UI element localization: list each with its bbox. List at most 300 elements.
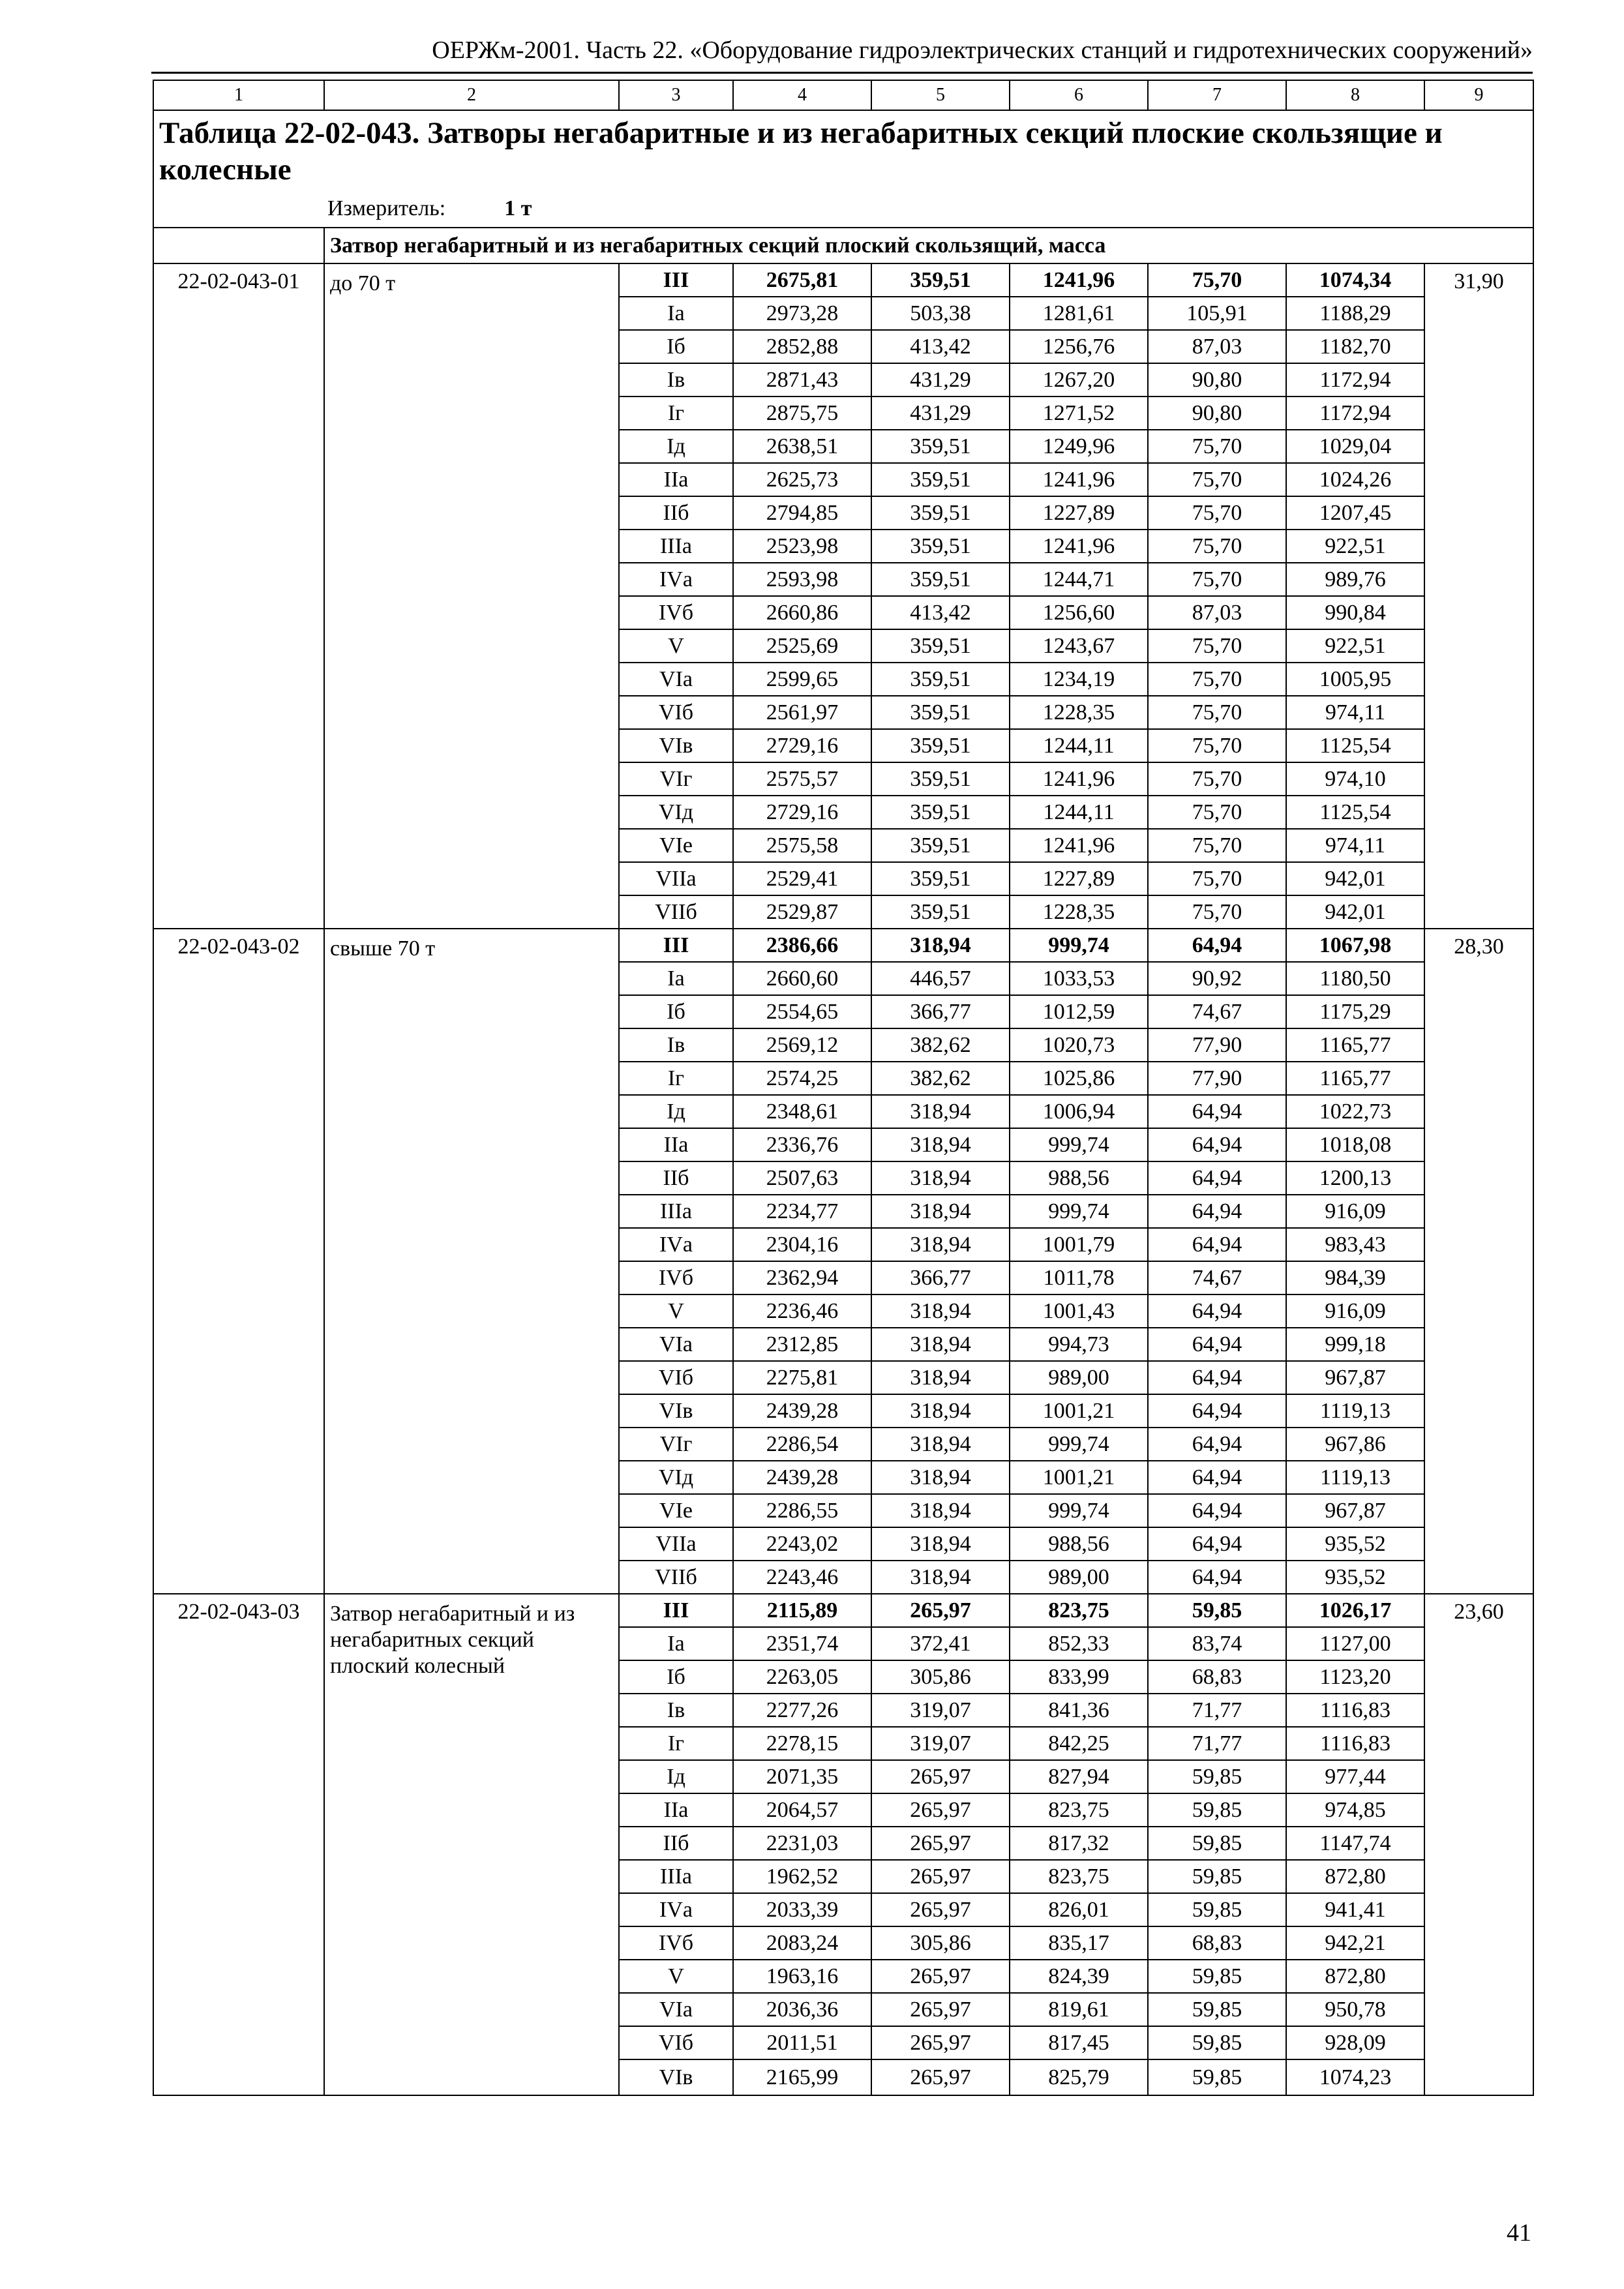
price-zone: IIIа [619,1195,733,1228]
value-col4: 2554,65 [733,995,871,1028]
measure-line [159,198,1527,220]
value-col8: 1125,54 [1286,729,1424,762]
value-col7: 71,77 [1148,1727,1286,1760]
value-col8: 935,52 [1286,1527,1424,1561]
value-col8: 1116,83 [1286,1727,1424,1760]
value-col6: 1241,96 [1010,829,1148,862]
value-col6: 999,74 [1010,1128,1148,1161]
value-col6: 1244,11 [1010,729,1148,762]
value-col5: 359,51 [871,829,1010,862]
price-zone: Iг [619,1062,733,1095]
value-col5: 265,97 [871,1827,1010,1860]
value-col6: 1001,21 [1010,1394,1148,1428]
value-col6: 1001,43 [1010,1294,1148,1328]
value-col7: 64,94 [1148,1428,1286,1461]
value-col7: 105,91 [1148,297,1286,330]
value-col7: 64,94 [1148,1394,1286,1428]
value-col4: 2312,85 [733,1328,871,1361]
value-col4: 2071,35 [733,1760,871,1793]
value-col5: 359,51 [871,463,1010,496]
value-col4: 2304,16 [733,1228,871,1261]
value-col8: 967,87 [1286,1494,1424,1527]
value-col8: 1022,73 [1286,1095,1424,1128]
value-col4: 2852,88 [733,330,871,363]
value-col7: 75,70 [1148,729,1286,762]
value-col8: 1207,45 [1286,496,1424,530]
value-col4: 2243,02 [733,1527,871,1561]
rate-code: 22-02-043-02 [153,929,324,1594]
value-col4: 2529,41 [733,862,871,895]
value-col8: 1125,54 [1286,796,1424,829]
value-col5: 318,94 [871,929,1010,962]
value-col8: 1172,94 [1286,396,1424,430]
value-col6: 1271,52 [1010,396,1148,430]
value-col5: 318,94 [871,1161,1010,1195]
column-number-7: 7 [1148,80,1286,110]
value-col8: 942,01 [1286,862,1424,895]
value-col6: 989,00 [1010,1361,1148,1394]
price-zone: IIб [619,496,733,530]
value-col6: 999,74 [1010,1195,1148,1228]
value-col5: 318,94 [871,1561,1010,1594]
value-col4: 2569,12 [733,1028,871,1062]
price-zone: Iг [619,1727,733,1760]
value-col7: 71,77 [1148,1694,1286,1727]
value-col8: 1029,04 [1286,430,1424,463]
price-zone: VIв [619,2059,733,2095]
value-col4: 1962,52 [733,1860,871,1893]
value-col8: 1074,34 [1286,263,1424,297]
value-col5: 318,94 [871,1461,1010,1494]
value-col4: 2336,76 [733,1128,871,1161]
price-zone: IIа [619,1128,733,1161]
price-zone: Iб [619,995,733,1028]
value-col8: 935,52 [1286,1561,1424,1594]
value-col8: 950,78 [1286,1993,1424,2026]
page-header: ОЕРЖм-2001. Часть 22. «Оборудование гидроэлектрических станций и гидротехнических сооружений» [432,37,1533,64]
value-col6: 852,33 [1010,1627,1148,1660]
value-col7: 74,67 [1148,1261,1286,1294]
value-col4: 2638,51 [733,430,871,463]
value-col6: 1012,59 [1010,995,1148,1028]
value-col7: 59,85 [1148,1993,1286,2026]
value-col4: 2036,36 [733,1993,871,2026]
price-zone: IVб [619,1261,733,1294]
value-col8: 1172,94 [1286,363,1424,396]
value-col5: 446,57 [871,962,1010,995]
price-zone: Iд [619,1095,733,1128]
value-col8: 999,18 [1286,1328,1424,1361]
value-col4: 2286,55 [733,1494,871,1527]
value-col8: 1074,23 [1286,2059,1424,2095]
value-col6: 989,00 [1010,1561,1148,1594]
value-col6: 1244,71 [1010,563,1148,596]
price-zone: Iа [619,297,733,330]
table-row [153,929,1533,962]
price-zone: Iб [619,1660,733,1694]
value-col7: 64,94 [1148,1328,1286,1361]
value-col8: 916,09 [1286,1195,1424,1228]
value-col5: 318,94 [871,1527,1010,1561]
value-col8: 1188,29 [1286,297,1424,330]
price-zone: IIб [619,1827,733,1860]
value-col4: 2386,66 [733,929,871,962]
value-col4: 2351,74 [733,1627,871,1660]
price-zone: VIIб [619,1561,733,1594]
value-col7: 64,94 [1148,929,1286,962]
value-col4: 2231,03 [733,1827,871,1860]
value-col5: 318,94 [871,1394,1010,1428]
value-col5: 359,51 [871,629,1010,663]
price-zone: IIа [619,463,733,496]
value-col6: 817,45 [1010,2026,1148,2059]
value-col6: 988,56 [1010,1527,1148,1561]
rate-code: 22-02-043-01 [153,263,324,929]
value-col7: 77,90 [1148,1062,1286,1095]
value-col7: 77,90 [1148,1028,1286,1062]
value-col6: 842,25 [1010,1727,1148,1760]
value-col4: 2277,26 [733,1694,871,1727]
value-col5: 265,97 [871,1893,1010,1926]
value-col4: 2263,05 [733,1660,871,1694]
value-col6: 1256,60 [1010,596,1148,629]
value-col6: 1234,19 [1010,663,1148,696]
value-col8: 941,41 [1286,1893,1424,1926]
page-number: 41 [1507,2219,1531,2247]
value-col6: 824,39 [1010,1960,1148,1993]
value-col7: 75,70 [1148,829,1286,862]
value-col4: 2115,89 [733,1594,871,1627]
value-col7: 59,85 [1148,1594,1286,1627]
value-col4: 2083,24 [733,1926,871,1960]
column-number-9: 9 [1424,80,1533,110]
value-col4: 2875,75 [733,396,871,430]
value-col5: 265,97 [871,1993,1010,2026]
value-col7: 75,70 [1148,762,1286,796]
section-empty-cell [153,228,324,263]
price-zone: Iг [619,396,733,430]
price-zone: VIIа [619,1527,733,1561]
value-col7: 64,94 [1148,1195,1286,1228]
value-col7: 75,70 [1148,563,1286,596]
value-col6: 826,01 [1010,1893,1148,1926]
value-col8: 872,80 [1286,1960,1424,1993]
value-col7: 59,85 [1148,1760,1286,1793]
value-col4: 2660,86 [733,596,871,629]
value-col7: 64,94 [1148,1228,1286,1261]
price-zone: Iд [619,430,733,463]
value-col4: 2507,63 [733,1161,871,1195]
column-number-5: 5 [871,80,1010,110]
price-zone: VIг [619,1428,733,1461]
value-col6: 1267,20 [1010,363,1148,396]
value-col8: 990,84 [1286,596,1424,629]
price-zone: III [619,1594,733,1627]
value-col6: 1227,89 [1010,862,1148,895]
column-number-1: 1 [153,80,324,110]
price-zone: Iв [619,363,733,396]
value-col6: 1241,96 [1010,762,1148,796]
value-col6: 1241,96 [1010,530,1148,563]
price-zone: VIб [619,1361,733,1394]
price-zone: IIа [619,1793,733,1827]
value-col4: 2575,58 [733,829,871,862]
table-row [153,263,1533,297]
value-col8: 983,43 [1286,1228,1424,1261]
value-col6: 1281,61 [1010,297,1148,330]
value-col7: 68,83 [1148,1926,1286,1960]
value-col6: 999,74 [1010,1494,1148,1527]
price-zone: IVб [619,596,733,629]
value-col4: 2439,28 [733,1394,871,1428]
value-col6: 1033,53 [1010,962,1148,995]
value-col8: 989,76 [1286,563,1424,596]
value-col7: 74,67 [1148,995,1286,1028]
value-col7: 59,85 [1148,1960,1286,1993]
value-col8: 1119,13 [1286,1461,1424,1494]
value-col5: 265,97 [871,1793,1010,1827]
value-col5: 265,97 [871,1860,1010,1893]
value-col5: 359,51 [871,696,1010,729]
price-zone: IIб [619,1161,733,1195]
measure-label: Измеритель: [327,196,446,220]
value-col4: 2660,60 [733,962,871,995]
value-col5: 359,51 [871,563,1010,596]
value-col5: 359,51 [871,862,1010,895]
price-zone: VIд [619,1461,733,1494]
value-col4: 2362,94 [733,1261,871,1294]
value-col8: 872,80 [1286,1860,1424,1893]
value-col7: 83,74 [1148,1627,1286,1660]
value-col9: 31,90 [1424,263,1533,929]
value-col6: 823,75 [1010,1594,1148,1627]
value-col4: 2525,69 [733,629,871,663]
value-col5: 382,62 [871,1028,1010,1062]
price-zone: V [619,1294,733,1328]
value-col6: 1227,89 [1010,496,1148,530]
value-col8: 1200,13 [1286,1161,1424,1195]
value-col6: 1001,21 [1010,1461,1148,1494]
value-col8: 1067,98 [1286,929,1424,962]
value-col6: 827,94 [1010,1760,1148,1793]
value-col8: 1182,70 [1286,330,1424,363]
value-col7: 59,85 [1148,1793,1286,1827]
value-col4: 2286,54 [733,1428,871,1461]
value-col4: 2165,99 [733,2059,871,2095]
value-col5: 366,77 [871,995,1010,1028]
value-col4: 2243,46 [733,1561,871,1594]
value-col5: 318,94 [871,1361,1010,1394]
value-col5: 359,51 [871,895,1010,929]
value-col4: 2574,25 [733,1062,871,1095]
value-col5: 413,42 [871,596,1010,629]
price-zone: Iв [619,1028,733,1062]
price-zone: IVа [619,1228,733,1261]
value-col5: 318,94 [871,1294,1010,1328]
value-col8: 1165,77 [1286,1062,1424,1095]
value-col6: 1011,78 [1010,1261,1148,1294]
value-col5: 265,97 [871,1594,1010,1627]
value-col6: 825,79 [1010,2059,1148,2095]
column-numbers-row [153,80,1533,110]
value-col6: 1001,79 [1010,1228,1148,1261]
price-zone: IVа [619,563,733,596]
value-col7: 64,94 [1148,1494,1286,1527]
value-col5: 359,51 [871,663,1010,696]
value-col7: 75,70 [1148,796,1286,829]
price-zone: VIв [619,1394,733,1428]
value-col8: 1116,83 [1286,1694,1424,1727]
value-col5: 318,94 [871,1128,1010,1161]
value-col8: 942,21 [1286,1926,1424,1960]
value-col7: 64,94 [1148,1095,1286,1128]
value-col7: 75,70 [1148,263,1286,297]
value-col7: 90,80 [1148,363,1286,396]
value-col6: 1241,96 [1010,263,1148,297]
value-col5: 431,29 [871,396,1010,430]
table-title: Таблица 22-02-043. Затворы негабаритные и из негабаритных секций плоские скользящие и колесные [159,116,1443,187]
value-col5: 319,07 [871,1694,1010,1727]
value-col7: 75,70 [1148,530,1286,563]
value-col6: 1249,96 [1010,430,1148,463]
value-col7: 59,85 [1148,1860,1286,1893]
value-col4: 2348,61 [733,1095,871,1128]
value-col8: 984,39 [1286,1261,1424,1294]
price-zone: IIIа [619,1860,733,1893]
value-col7: 75,70 [1148,663,1286,696]
value-col8: 977,44 [1286,1760,1424,1793]
value-col6: 999,74 [1010,1428,1148,1461]
value-col5: 431,29 [871,363,1010,396]
value-col7: 75,70 [1148,696,1286,729]
price-zone: VIIб [619,895,733,929]
value-col4: 2561,97 [733,696,871,729]
value-col6: 994,73 [1010,1328,1148,1361]
value-col8: 974,11 [1286,696,1424,729]
column-number-6: 6 [1010,80,1148,110]
price-zone: VIIа [619,862,733,895]
price-zone: IVа [619,1893,733,1926]
value-col8: 922,51 [1286,530,1424,563]
price-zone: VIа [619,1993,733,2026]
value-col7: 87,03 [1148,330,1286,363]
value-col6: 817,32 [1010,1827,1148,1860]
value-col8: 967,86 [1286,1428,1424,1461]
value-col7: 68,83 [1148,1660,1286,1694]
value-col8: 942,01 [1286,895,1424,929]
value-col5: 359,51 [871,729,1010,762]
value-col5: 265,97 [871,1760,1010,1793]
value-col6: 1228,35 [1010,895,1148,929]
value-col5: 305,86 [871,1660,1010,1694]
value-col7: 75,70 [1148,496,1286,530]
value-col4: 2729,16 [733,729,871,762]
value-col4: 2729,16 [733,796,871,829]
value-col5: 413,42 [871,330,1010,363]
value-col8: 928,09 [1286,2026,1424,2059]
price-zone: VIб [619,2026,733,2059]
rates-table [153,80,1534,2096]
value-col4: 2278,15 [733,1727,871,1760]
value-col5: 265,97 [871,1960,1010,1993]
value-col8: 1180,50 [1286,962,1424,995]
value-col6: 1256,76 [1010,330,1148,363]
section-title: Затвор негабаритный и из негабаритных секций плоский скользящий, масса [324,228,1533,263]
rate-name: свыше 70 т [324,929,619,1594]
price-zone: VIб [619,696,733,729]
value-col7: 59,85 [1148,2059,1286,2095]
price-zone: VIе [619,829,733,862]
value-col5: 319,07 [871,1727,1010,1760]
value-col5: 318,94 [871,1228,1010,1261]
value-col8: 974,11 [1286,829,1424,862]
table-title-row [153,110,1533,228]
column-number-2: 2 [324,80,619,110]
value-col6: 1244,11 [1010,796,1148,829]
value-col4: 2529,87 [733,895,871,929]
value-col8: 974,10 [1286,762,1424,796]
price-zone: VIв [619,729,733,762]
value-col5: 318,94 [871,1494,1010,1527]
value-col7: 75,70 [1148,895,1286,929]
value-col6: 1241,96 [1010,463,1148,496]
value-col8: 1123,20 [1286,1660,1424,1694]
value-col5: 372,41 [871,1627,1010,1660]
price-zone: VIа [619,1328,733,1361]
value-col8: 1147,74 [1286,1827,1424,1860]
value-col5: 359,51 [871,762,1010,796]
value-col6: 999,74 [1010,929,1148,962]
value-col6: 1025,86 [1010,1062,1148,1095]
value-col7: 75,70 [1148,430,1286,463]
value-col4: 2033,39 [733,1893,871,1926]
price-zone: Iа [619,1627,733,1660]
value-col7: 64,94 [1148,1128,1286,1161]
value-col5: 318,94 [871,1095,1010,1128]
column-number-3: 3 [619,80,733,110]
price-zone: VIд [619,796,733,829]
value-col7: 75,70 [1148,862,1286,895]
value-col4: 1963,16 [733,1960,871,1993]
value-col4: 2523,98 [733,530,871,563]
value-col6: 819,61 [1010,1993,1148,2026]
price-zone: Iд [619,1760,733,1793]
table-row [153,1594,1533,1627]
table-body [153,80,1533,2095]
value-col5: 382,62 [871,1062,1010,1095]
value-col8: 922,51 [1286,629,1424,663]
value-col8: 1175,29 [1286,995,1424,1028]
value-col5: 265,97 [871,2059,1010,2095]
value-col7: 59,85 [1148,2026,1286,2059]
value-col4: 2011,51 [733,2026,871,2059]
price-zone: Iв [619,1694,733,1727]
value-col8: 1026,17 [1286,1594,1424,1627]
value-col9: 28,30 [1424,929,1533,1594]
value-col7: 64,94 [1148,1294,1286,1328]
value-col8: 967,87 [1286,1361,1424,1394]
value-col8: 1018,08 [1286,1128,1424,1161]
price-zone: Iб [619,330,733,363]
section-row [153,228,1533,263]
value-col7: 64,94 [1148,1361,1286,1394]
header-rule [151,72,1533,74]
value-col8: 1165,77 [1286,1028,1424,1062]
price-zone: IIIа [619,530,733,563]
price-zone: V [619,1960,733,1993]
value-col6: 1243,67 [1010,629,1148,663]
value-col6: 833,99 [1010,1660,1148,1694]
